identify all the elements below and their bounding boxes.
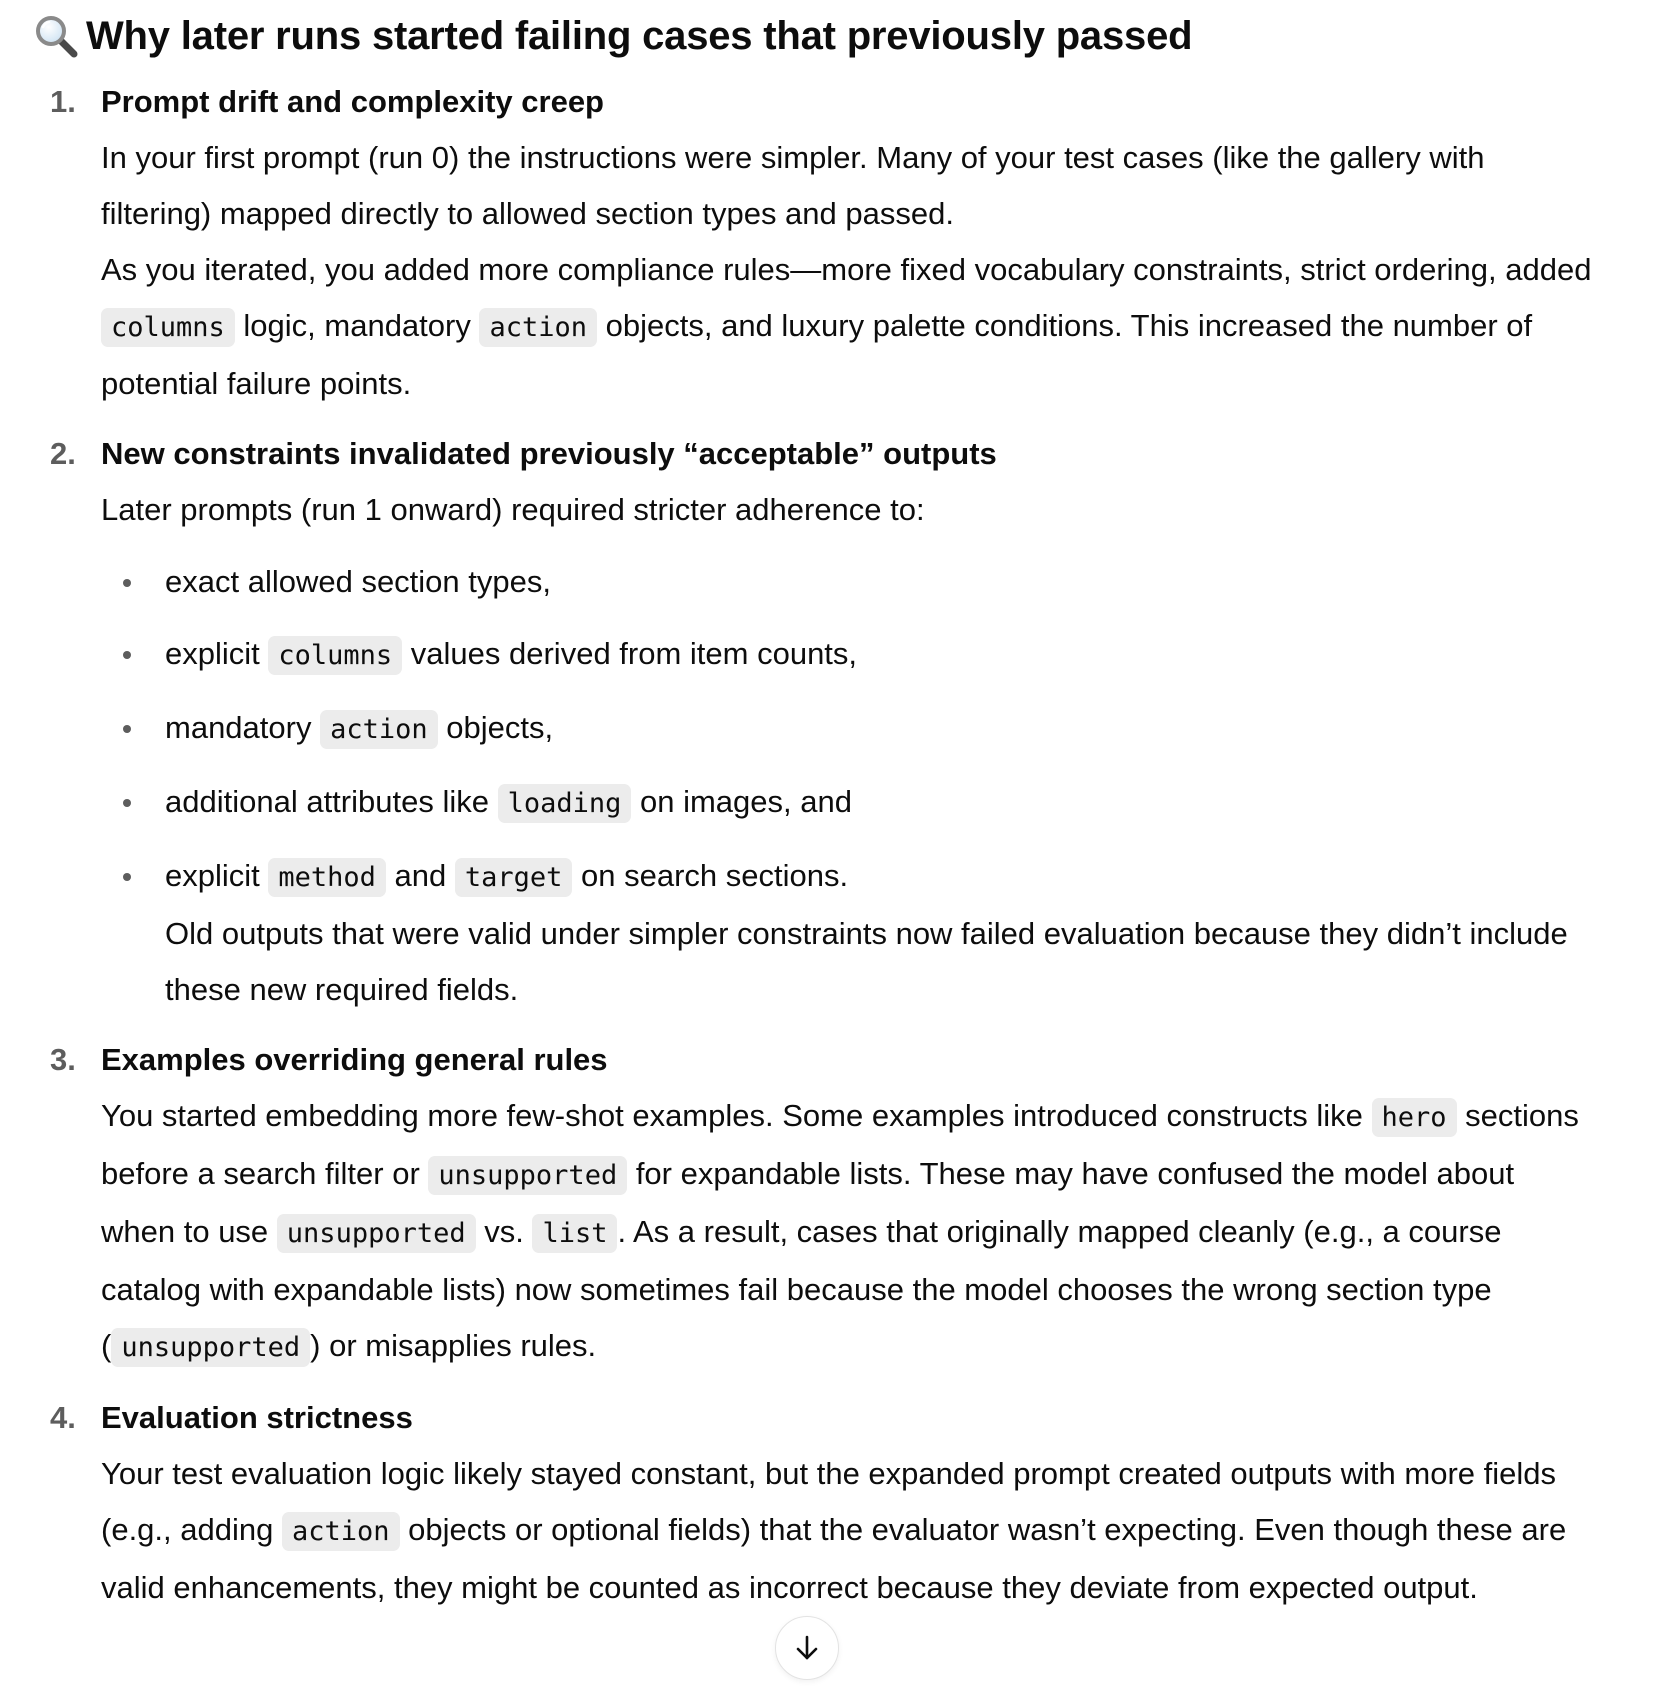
section-heading (34, 8, 1594, 64)
scroll-to-bottom-button[interactable] (775, 1616, 839, 1680)
bullet-dot (123, 725, 131, 733)
bullet-item: exact allowed section types, (101, 554, 1594, 610)
list-item (34, 426, 1594, 1018)
inline-code: list (532, 1214, 617, 1253)
item-number: 2. (50, 436, 76, 471)
item-number: 3. (50, 1042, 76, 1077)
paragraph: In your first prompt (run 0) the instructions were simpler. Many of your test cases (like the gallery with filtering) mapped directly to allowed section types and passed. (101, 140, 1485, 231)
bullet-item: mandatory action objects, (101, 700, 1594, 758)
inline-code: action (320, 710, 438, 749)
inline-code: method (268, 858, 386, 897)
heading-title: Why later runs started failing cases that previously passed (86, 14, 1193, 58)
list-item (34, 1032, 1594, 1376)
bullet-dot (123, 873, 131, 881)
inline-code: loading (498, 784, 632, 823)
bullet-dot (123, 651, 131, 659)
list-item (34, 1390, 1594, 1616)
bullet-list (101, 554, 1594, 1018)
magnifying-glass-icon (34, 14, 78, 58)
arrow-down-icon (792, 1633, 822, 1663)
item-number: 1. (50, 84, 76, 119)
bullet-item: additional attributes like loading on images, and (101, 774, 1594, 832)
item-title: Examples overriding general rules (101, 1042, 608, 1077)
inline-code: unsupported (428, 1156, 627, 1195)
paragraph: You started embedding more few-shot examples. Some examples introduced constructs like hero sections before a search filter or unsupported for expandable lists. These may have confused the model about when to use unsupported vs. list . As a result, cases that originally mapped cleanly (e.g., a course catalog with expandable lists) now sometimes fail because the model chooses the wrong section type ( unsupported ) or misapplies rules. (101, 1088, 1594, 1376)
item-number: 4. (50, 1400, 76, 1435)
message-content (34, 8, 1594, 1630)
list-item (34, 74, 1594, 412)
paragraph: As you iterated, you added more compliance rules—more fixed vocabulary constraints, strict ordering, added columns logic, mandatory action objects, and luxury palette conditions. This increased the number of potential failure points. (101, 252, 1592, 401)
inline-code: columns (268, 636, 402, 675)
bullet-dot (123, 799, 131, 807)
item-title: Evaluation strictness (101, 1400, 413, 1435)
inline-code: target (455, 858, 573, 897)
item-title: New constraints invalidated previously “acceptable” outputs (101, 436, 997, 471)
item-title: Prompt drift and complexity creep (101, 84, 604, 119)
reasons-list (34, 74, 1594, 1616)
bullet-continuation: Old outputs that were valid under simpler constraints now failed evaluation because they didn’t include these new required fields. (165, 916, 1568, 1007)
paragraph: Your test evaluation logic likely stayed constant, but the expanded prompt created outputs with more fields (e.g., adding action objects or optional fields) that the evaluator wasn’t expecting. Even though these are valid enhancements, they might be counted as incorrect because they deviate from expected output. (101, 1456, 1567, 1605)
bullet-item: explicit columns values derived from item counts, (101, 626, 1594, 684)
paragraph: Later prompts (run 1 onward) required stricter adherence to: (101, 492, 925, 527)
bullet-dot (123, 579, 131, 587)
bullet-item: explicit method and target on search sections. Old outputs that were valid under simpler constraints now failed evaluation because they didn’t include these new required fields. (101, 848, 1594, 1018)
inline-code: columns (101, 308, 235, 347)
inline-code: unsupported (277, 1214, 476, 1253)
inline-code: action (479, 308, 597, 347)
inline-code: hero (1372, 1098, 1457, 1137)
inline-code: action (282, 1512, 400, 1551)
inline-code: unsupported (111, 1328, 310, 1367)
